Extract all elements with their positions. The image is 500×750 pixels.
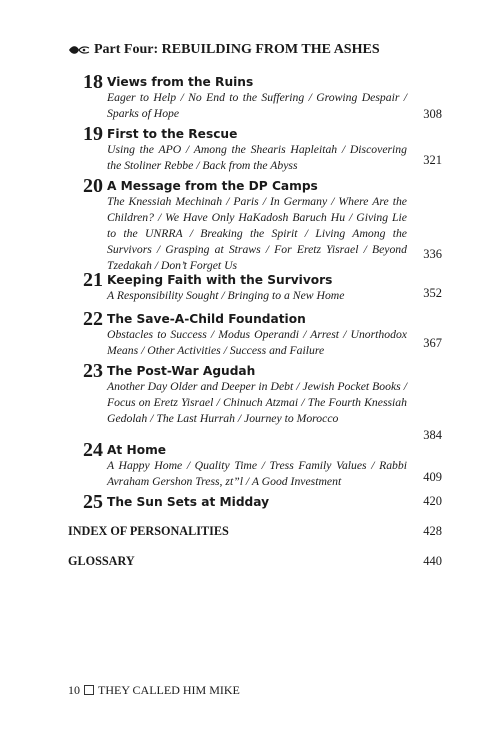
fleuron-icon	[68, 44, 90, 56]
chapter-subtitles: Obstacles to Success / Modus Operandi / Arrest / Unorthodox Means / Other Activities / Success and Failure	[107, 328, 407, 357]
chapter-number: 23	[83, 360, 103, 382]
chapter-title: The Save-A-Child Foundation	[107, 312, 306, 326]
chapter-page-number: 367	[423, 336, 442, 350]
part-heading-text: Part Four: REBUILDING FROM THE ASHES	[94, 42, 380, 57]
chapter-page-number: 420	[423, 494, 442, 508]
chapter-subtitles: A Happy Home / Quality Time / Tress Family Values / Rabbi Avraham Gershon Tress, zt”l / A Good Investment	[107, 459, 407, 488]
chapter-page-number: 384	[423, 428, 442, 442]
chapter-number: 20	[83, 175, 103, 197]
chapter-title: A Message from the DP Camps	[107, 179, 318, 193]
chapter-number: 22	[83, 308, 103, 330]
chapter-page-number: 409	[423, 470, 442, 484]
chapter-page-number: 336	[423, 247, 442, 261]
toc-entry-index[interactable]	[68, 523, 442, 539]
index-page-number: 428	[423, 524, 442, 538]
toc-entry-chapter-24[interactable]	[76, 440, 444, 488]
chapter-title: Keeping Faith with the Survivors	[107, 273, 333, 287]
glossary-label: GLOSSARY	[68, 554, 135, 568]
chapter-subtitles: Using the APO / Among the Shearis Hapleitah / Discovering the Stoliner Rebbe / Back from the Abyss	[107, 143, 407, 172]
chapter-number: 24	[83, 439, 103, 461]
chapter-number: 19	[83, 123, 103, 145]
chapter-title: First to the Rescue	[107, 127, 238, 141]
chapter-title: The Sun Sets at Midday	[107, 495, 270, 509]
chapter-page-number: 352	[423, 286, 442, 300]
toc-entry-chapter-22[interactable]	[76, 309, 444, 357]
chapter-subtitles: Eager to Help / No End to the Suffering / Growing Despair / Sparks of Hope	[107, 91, 407, 120]
chapter-subtitles: The Knessiah Mechinah / Paris / In Germany / Where Are the Children? / We Have Only HaKadosh Baruch Hu / Giving Lie to the UNRRA / Breaking the Spirit / Living Among the Survivors / Grasping at Straws / For Eretz Yisrael / Beyond Tzedakah / Don’t Forget Us	[107, 195, 407, 272]
toc-entry-chapter-25[interactable]	[76, 492, 444, 514]
chapter-number: 25	[83, 491, 103, 513]
toc-entry-chapter-23[interactable]	[76, 361, 444, 441]
toc-entry-chapter-21[interactable]	[76, 270, 444, 304]
chapter-title: The Post-War Agudah	[107, 364, 256, 378]
chapter-page-number: 308	[423, 107, 442, 121]
chapter-subtitles: Another Day Older and Deeper in Debt / Jewish Pocket Books / Focus on Eretz Yisrael / Chinuch Atzmai / The Fourth Knessiah Gedolah / The Last Hurrah / Journey to Morocco	[107, 380, 407, 425]
chapter-title: At Home	[107, 443, 167, 457]
toc-entry-chapter-19[interactable]	[76, 124, 444, 172]
footer-book-title: THEY CALLED HIM MIKE	[98, 683, 240, 697]
footer-page-number: 10	[68, 683, 80, 697]
toc-entry-glossary[interactable]	[68, 553, 442, 569]
chapter-number: 18	[83, 71, 103, 93]
chapter-page-number: 321	[423, 153, 442, 167]
chapter-title: Views from the Ruins	[107, 75, 254, 89]
index-label: INDEX OF PERSONALITIES	[68, 524, 229, 538]
part-heading	[68, 42, 448, 58]
square-icon	[84, 685, 94, 695]
toc-entry-chapter-18[interactable]	[76, 72, 444, 120]
page-footer	[68, 683, 240, 697]
chapter-subtitles: A Responsibility Sought / Bringing to a New Home	[107, 289, 345, 302]
toc-entry-chapter-20[interactable]	[76, 175, 444, 272]
chapter-number: 21	[83, 269, 103, 291]
glossary-page-number: 440	[423, 554, 442, 568]
